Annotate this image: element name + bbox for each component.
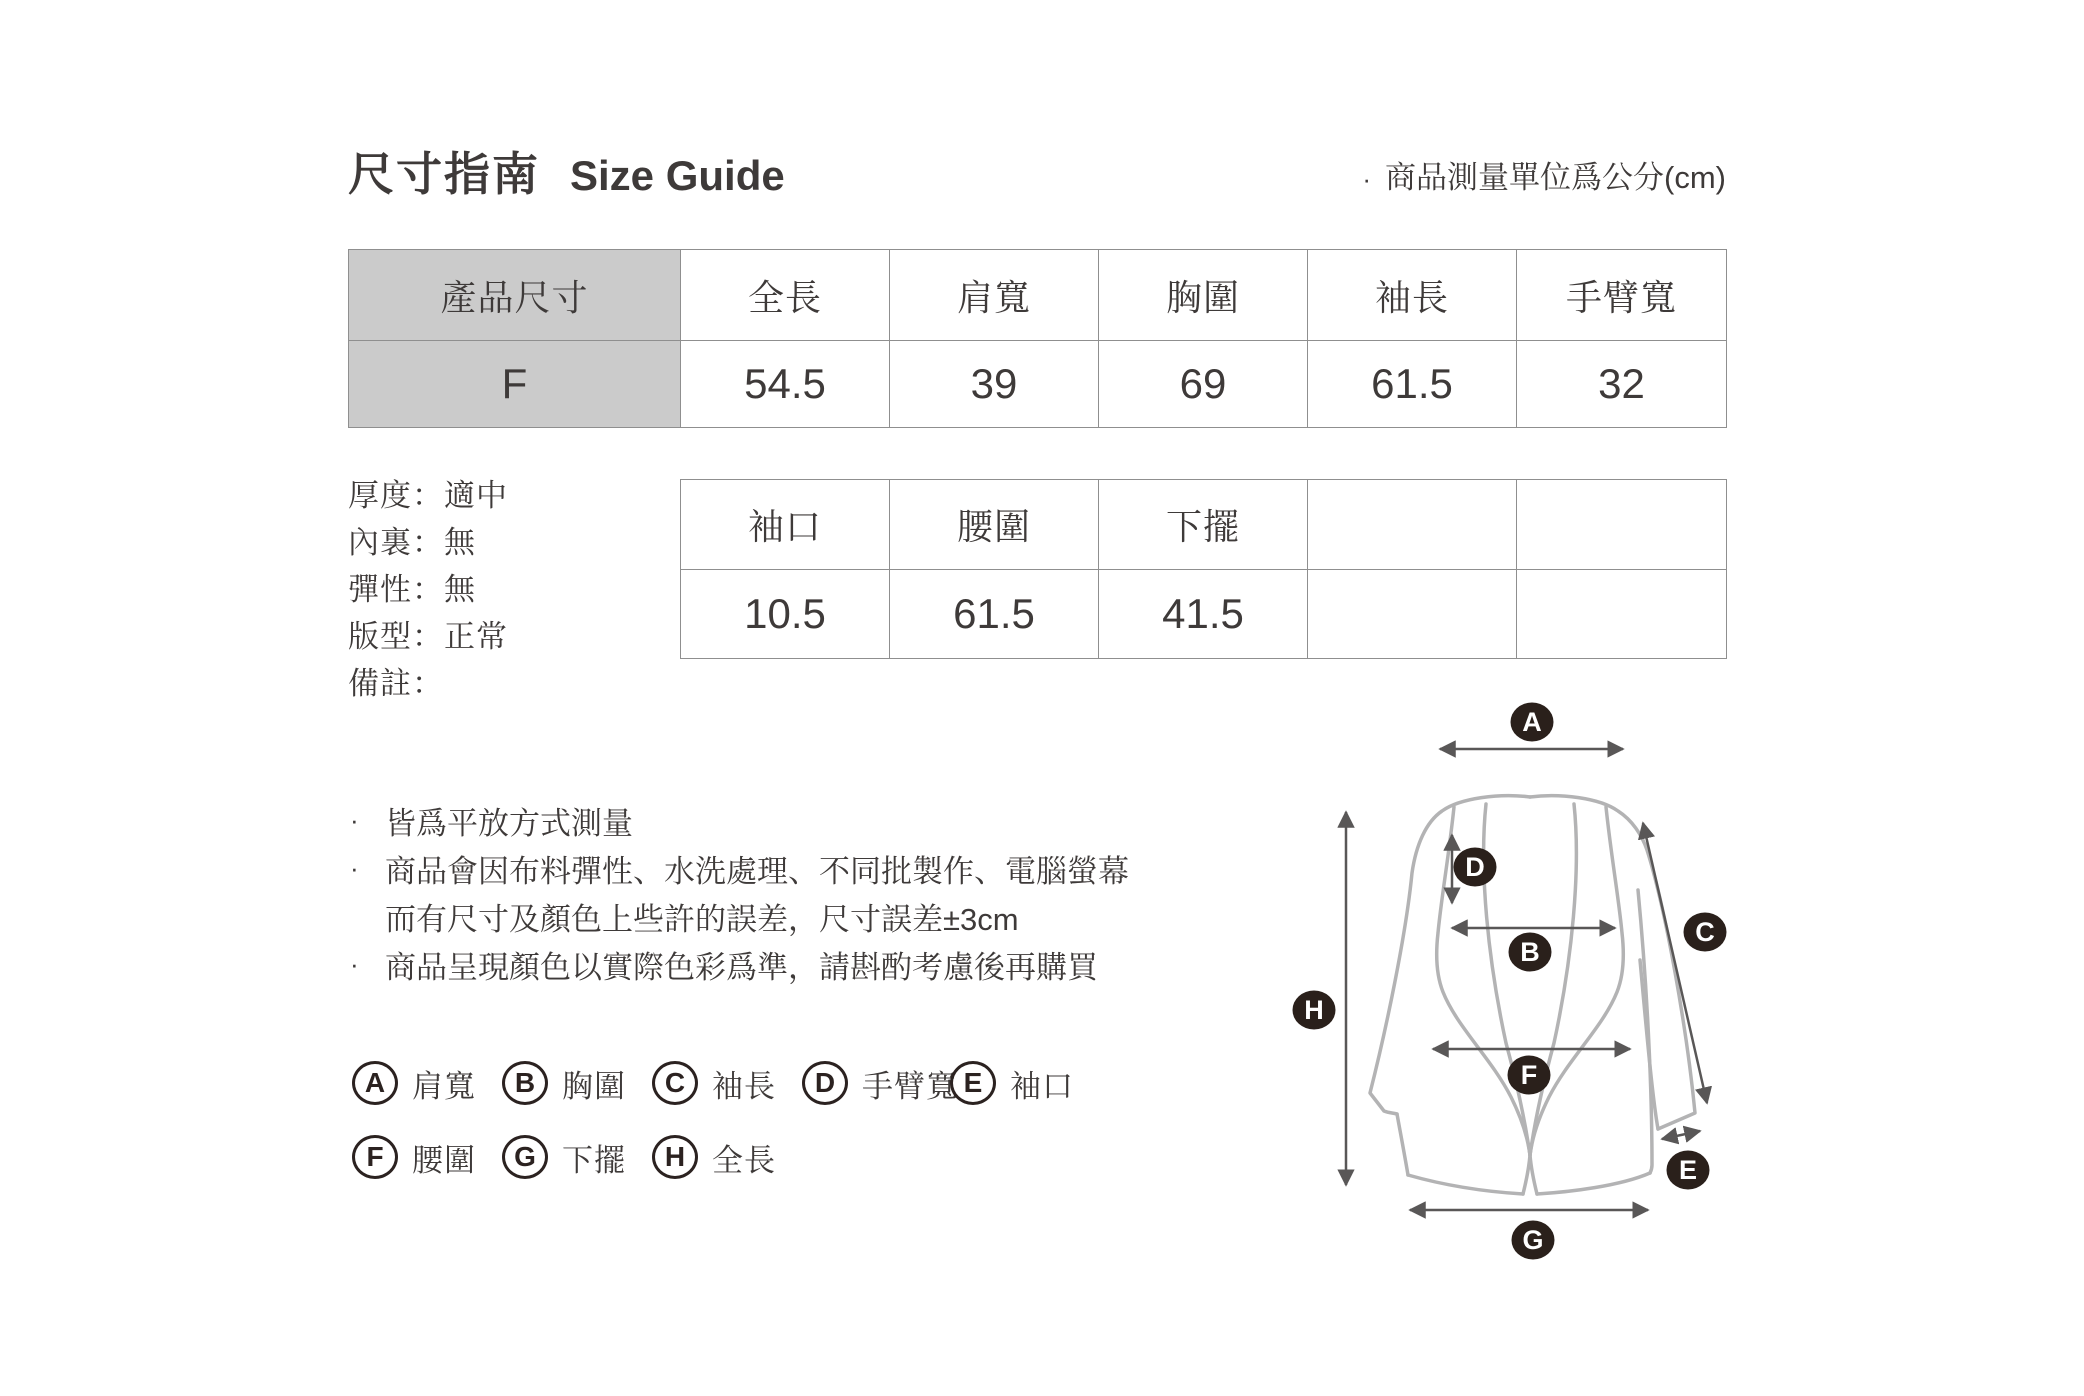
legend-key: B xyxy=(502,1061,548,1105)
info-line-thickness: 厚度：適中 xyxy=(348,478,508,513)
page-title-zh: 尺寸指南 xyxy=(348,148,540,200)
note-line xyxy=(350,892,1129,940)
cardigan-outline xyxy=(1370,796,1698,1194)
detail-table-value: 41.5 xyxy=(1099,570,1308,659)
detail-table-header-cell: 下擺 xyxy=(1099,480,1308,570)
size-table-header-cell: 袖長 xyxy=(1308,250,1517,341)
size-table-header-cell: 胸圍 xyxy=(1099,250,1308,341)
legend-label: 下擺 xyxy=(562,1142,626,1178)
product-info xyxy=(348,472,508,707)
badge-B: B xyxy=(1520,937,1540,967)
detail-table-value: 61.5 xyxy=(890,570,1099,659)
note-text: 皆爲平放方式測量 xyxy=(385,805,633,841)
size-table-header-cell: 全長 xyxy=(681,250,890,341)
detail-table-value xyxy=(1517,570,1727,659)
badge-C: C xyxy=(1695,917,1715,947)
legend-item-waist xyxy=(352,1135,476,1179)
detail-table-header-cell: 袖口 xyxy=(681,480,890,570)
legend-item-total-length xyxy=(652,1135,776,1179)
legend-item-cuff xyxy=(950,1061,1074,1105)
detail-table-header-cell xyxy=(1517,480,1727,570)
badge-A: A xyxy=(1522,707,1542,737)
badge-G: G xyxy=(1522,1225,1544,1255)
size-table-value: 32 xyxy=(1517,341,1727,428)
measure-badges xyxy=(1293,703,1727,1260)
unit-note xyxy=(1362,152,1726,197)
note-text: 商品會因布料彈性、水洗處理、不同批製作、電腦螢幕 xyxy=(385,853,1129,889)
bullet-icon: · xyxy=(350,852,359,883)
note-line xyxy=(350,844,1129,892)
page-title xyxy=(348,138,785,204)
legend-item-bust xyxy=(502,1061,626,1105)
info-line-fit: 版型：正常 xyxy=(348,619,508,654)
legend-key: H xyxy=(652,1135,698,1179)
detail-table xyxy=(680,479,1727,659)
legend-label: 腰圍 xyxy=(412,1142,476,1178)
legend-label: 胸圍 xyxy=(562,1068,626,1104)
legend-key: E xyxy=(950,1061,996,1105)
note-line xyxy=(350,940,1129,988)
legend-item-shoulder xyxy=(352,1061,476,1105)
badge-H: H xyxy=(1304,995,1324,1025)
badge-F: F xyxy=(1520,1060,1538,1090)
bullet-icon: · xyxy=(1362,164,1372,194)
size-table-value: 61.5 xyxy=(1308,341,1517,428)
unit-note-text: 商品測量單位爲公分(cm) xyxy=(1385,160,1726,195)
legend-key: A xyxy=(352,1061,398,1105)
note-text: 而有尺寸及顏色上些許的誤差，尺寸誤差±3cm xyxy=(385,901,1019,937)
legend-label: 袖口 xyxy=(1010,1068,1074,1104)
note-line xyxy=(350,796,1129,844)
arrow-C-sleeve xyxy=(1643,823,1707,1103)
detail-table-header-cell: 腰圍 xyxy=(890,480,1099,570)
info-line-remark: 備註： xyxy=(348,666,444,701)
page-title-en: Size Guide xyxy=(570,152,785,199)
legend-key: F xyxy=(352,1135,398,1179)
legend-label: 全長 xyxy=(712,1142,776,1178)
legend-label: 肩寬 xyxy=(412,1068,476,1104)
detail-table-value: 10.5 xyxy=(681,570,890,659)
legend-key: G xyxy=(502,1135,548,1179)
info-line-stretch: 彈性：無 xyxy=(348,572,476,607)
note-text: 商品呈現顏色以實際色彩爲準，請斟酌考慮後再購買 xyxy=(385,949,1098,985)
legend-label: 手臂寬 xyxy=(862,1068,958,1104)
arrow-E-cuff xyxy=(1662,1131,1700,1139)
size-table-header-cell: 產品尺寸 xyxy=(349,250,681,341)
legend-item-arm-width xyxy=(802,1061,958,1105)
detail-table-value xyxy=(1308,570,1517,659)
badge-E: E xyxy=(1678,1155,1698,1185)
size-table xyxy=(348,249,1727,428)
legend-key: D xyxy=(802,1061,848,1105)
measurement-notes xyxy=(350,796,1129,988)
legend-item-hem xyxy=(502,1135,626,1179)
size-table-value: 54.5 xyxy=(681,341,890,428)
legend-label: 袖長 xyxy=(712,1068,776,1104)
info-line-lining: 內裏：無 xyxy=(348,525,476,560)
size-table-value: 69 xyxy=(1099,341,1308,428)
bullet-icon: · xyxy=(350,804,359,835)
legend-item-sleeve-length xyxy=(652,1061,776,1105)
size-table-header-cell: 手臂寬 xyxy=(1517,250,1727,341)
size-table-value: 39 xyxy=(890,341,1099,428)
size-table-row-label: F xyxy=(349,341,681,428)
legend-key: C xyxy=(652,1061,698,1105)
garment-measurement-diagram xyxy=(1290,695,1770,1295)
detail-table-header-cell xyxy=(1308,480,1517,570)
size-table-header-cell: 肩寬 xyxy=(890,250,1099,341)
bullet-icon: · xyxy=(350,948,359,979)
badge-D: D xyxy=(1465,852,1485,882)
